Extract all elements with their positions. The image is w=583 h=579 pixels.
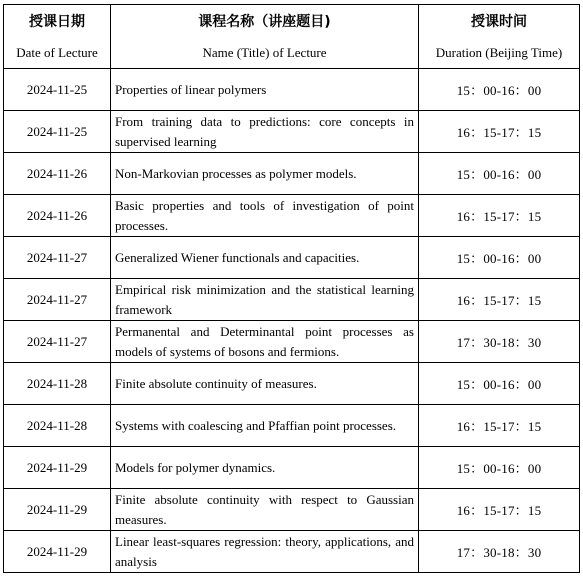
table-row [4,363,580,405]
lecture-duration: 16：15-17：15 [419,111,580,153]
lecture-title: Generalized Wiener functionals and capacities. [111,237,419,279]
lecture-date: 2024-11-26 [4,195,111,237]
lecture-title: From training data to predictions: core concepts in supervised learning [111,111,419,153]
lecture-date: 2024-11-26 [4,153,111,195]
table-row [4,405,580,447]
table-row [4,153,580,195]
duration-header-en: Duration (Beijing Time) [435,44,563,60]
table-row [4,111,580,153]
date-column-header [4,5,111,69]
table-row [4,69,580,111]
lecture-title: Finite absolute continuity of measures. [111,363,419,405]
lecture-title: Linear least-squares regression: theory, applications, and analysis [111,531,419,573]
lecture-date: 2024-11-29 [4,447,111,489]
table-row [4,321,580,363]
lecture-date: 2024-11-29 [4,531,111,573]
table-row [4,531,580,573]
duration-header-zh: 授课时间 [471,13,527,30]
title-header-en: Name (Title) of Lecture [202,44,327,60]
lecture-date: 2024-11-27 [4,237,111,279]
lecture-duration: 15：00-16：00 [419,447,580,489]
lecture-title: Permanental and Determinantal point processes as models of systems of bosons and fermions. [111,321,419,363]
lecture-title: Non-Markovian processes as polymer models. [111,153,419,195]
lecture-duration: 17：30-18：30 [419,321,580,363]
lecture-title: Empirical risk minimization and the statistical learning framework [111,279,419,321]
lecture-title: Basic properties and tools of investigation of point processes. [111,195,419,237]
lecture-date: 2024-11-27 [4,279,111,321]
lecture-schedule-table [3,4,580,573]
lecture-duration: 16：15-17：15 [419,195,580,237]
date-header-zh: 授课日期 [29,13,85,30]
lecture-duration: 17：30-18：30 [419,531,580,573]
lecture-duration: 16：15-17：15 [419,489,580,531]
lecture-date: 2024-11-28 [4,363,111,405]
title-column-header [111,5,419,69]
lecture-title: Properties of linear polymers [111,69,419,111]
lecture-duration: 16：15-17：15 [419,405,580,447]
lecture-title: Models for polymer dynamics. [111,447,419,489]
duration-column-header [419,5,580,69]
table-row [4,237,580,279]
lecture-duration: 15：00-16：00 [419,69,580,111]
lecture-duration: 16：15-17：15 [419,279,580,321]
lecture-date: 2024-11-28 [4,405,111,447]
title-header-zh: 课程名称（讲座题目) [198,13,331,30]
table-row [4,195,580,237]
date-header-en: Date of Lecture [16,44,98,60]
lecture-date: 2024-11-29 [4,489,111,531]
lecture-duration: 15：00-16：00 [419,153,580,195]
table-row [4,489,580,531]
lecture-duration: 15：00-16：00 [419,363,580,405]
table-row [4,279,580,321]
lecture-duration: 15：00-16：00 [419,237,580,279]
lecture-title: Finite absolute continuity with respect to Gaussian measures. [111,489,419,531]
table-row [4,447,580,489]
header-row [4,5,580,69]
lecture-date: 2024-11-25 [4,69,111,111]
lecture-date: 2024-11-27 [4,321,111,363]
lecture-date: 2024-11-25 [4,111,111,153]
lecture-title: Systems with coalescing and Pfaffian point processes. [111,405,419,447]
